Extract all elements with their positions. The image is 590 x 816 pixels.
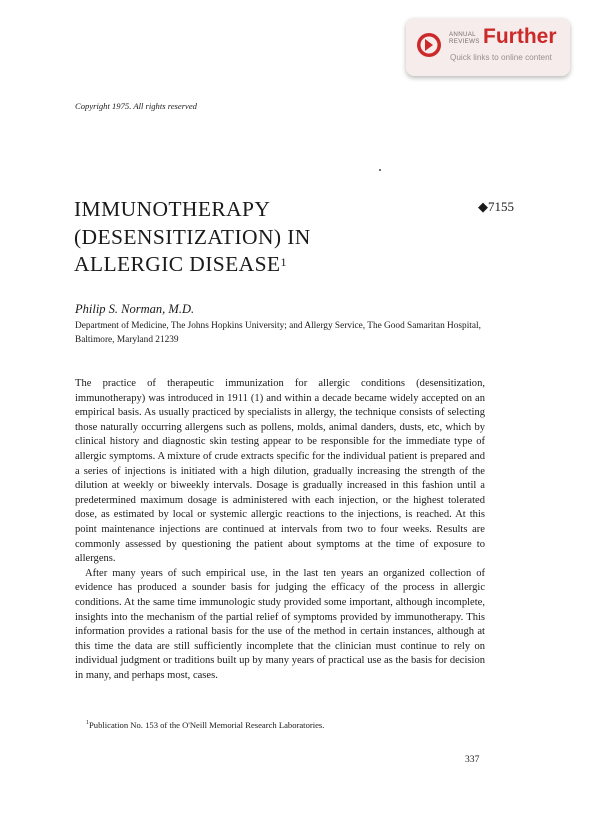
banner-annual: ANNUAL <box>449 31 476 38</box>
play-arrow-icon <box>416 32 442 58</box>
author-affiliation: Department of Medicine, The Johns Hopkins University; and Allergy Service, The Good Samaritan Hospital, Baltimore, Maryland 21239 <box>75 321 481 345</box>
footnote-mark: 1 <box>86 720 89 726</box>
article-body <box>75 377 485 683</box>
title-line-3 <box>74 251 404 279</box>
page-number: 337 <box>465 754 480 765</box>
title-footnote-mark[interactable]: 1 <box>280 255 287 269</box>
footnote-text: Publication No. 153 of the O'Neill Memorial Research Laboratories. <box>89 720 325 730</box>
banner-publisher <box>449 31 480 45</box>
title-line-1: IMMUNOTHERAPY <box>74 197 271 221</box>
copyright-notice: Copyright 1975. All rights reserved <box>75 101 197 111</box>
body-paragraph-2: After many years of such empirical use, in the last ten years an organized collection of evidence has produced a sounder basis for judging the efficacy of the process in allergic conditions. At the same time immunologic study provided some important, although incomplete, insights into the mechanism of the partial relief of symptoms provided by immunotherapy. This information provides a rational basis for the use of the method in certain instances, although at this time the data are still sufficiently incomplete that the clinician must continue to rely on individual judgment or traditions built up by many years of practical use as the basis for decision in many, and perhaps most, cases. <box>75 567 485 681</box>
article-code: ◆7155 <box>478 199 514 214</box>
stray-mark <box>379 169 381 171</box>
banner-further: Further <box>483 25 557 48</box>
author-name: Philip S. Norman, M.D. <box>75 302 195 316</box>
annual-reviews-further-banner[interactable] <box>406 18 570 76</box>
body-paragraph-1: The practice of therapeutic immunization for allergic conditions (desensitization, immunotherapy) was introduced in 1911 (1) and within a decade became widely accepted on an empirical basis. As usually practiced by specialists in allergy, the technique consists of selecting those naturally occurring allergens such as pollens, molds, animal danders, dusts, etc, which by clinical history and diagnostic skin testing appear to be responsible for the immediate type of allergic symptoms. A mixture of crude extracts specific for the individual patient is prepared and a series of injections is initiated with a high dilution, gradually increasing the strength of the dilution at weekly or biweekly intervals. Dosage is gradually increased in this fashion until a predetermined maximum dosage is administered with each injection, or the highest tolerated dose, as estimated by local or systemic allergic reactions to the injections, is reached. At this point maintenance injections are continued at intervals from two to four weeks. Results are commonly assessed by questioning the patient about symptoms at the time of exposure to allergens. <box>75 378 485 565</box>
banner-reviews: REVIEWS <box>449 38 480 45</box>
banner-subtitle: Quick links to online content <box>450 53 552 62</box>
article-title <box>74 196 404 279</box>
footnote <box>86 720 324 730</box>
title-line-3-text: ALLERGIC DISEASE <box>74 252 281 276</box>
title-line-2: (DESENSITIZATION) IN <box>74 224 311 249</box>
